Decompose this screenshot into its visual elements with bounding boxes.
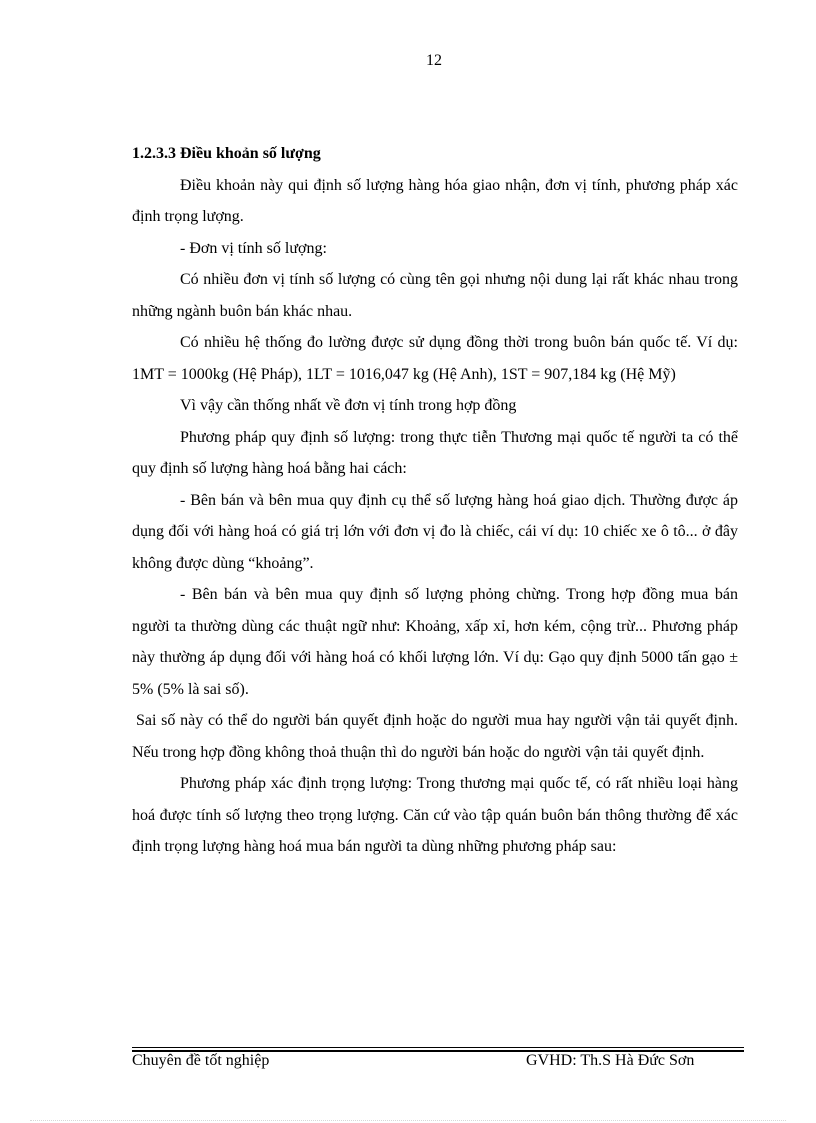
paragraph-3: Có nhiều đơn vị tính số lượng có cùng tên gọi nhưng nội dung lại rất khác nhau trong những ngành buôn bán khác nhau. (132, 271, 738, 320)
paragraph-8: - Bên bán và bên mua quy định số lượng phỏng chừng. Trong hợp đồng mua bán người ta thường dùng các thuật ngữ như: Khoảng, xấp xỉ, hơn kém, cộng trừ... Phương pháp này thường áp dụng đối với hàng hoá có khối lượng lớn. Ví dụ: Gạo quy định 5000 tấn gạo ± 5% (5% là sai số). (132, 586, 738, 698)
paragraph-9: Sai số này có thể do người bán quyết định hoặc do người mua hay người vận tải quyết định. Nếu trong hợp đồng không thoả thuận thì do người bán hoặc do người vận tải quyết định. (132, 712, 738, 761)
footer-right-text: GVHD: Th.S Hà Đức Sơn (526, 1052, 695, 1069)
paragraph-7: - Bên bán và bên mua quy định cụ thể số lượng hàng hoá giao dịch. Thường được áp dụng đối với hàng hoá có giá trị lớn với đơn vị đo là chiếc, cái ví dụ: 10 chiếc xe ô tô... ở đây không được dùng “khoảng”. (132, 491, 738, 572)
document-body (132, 138, 738, 863)
paragraph-5: Vì vậy cần thống nhất về đơn vị tính trong hợp đồng (180, 397, 517, 414)
paragraph-4: Có nhiều hệ thống đo lường được sử dụng đồng thời trong buôn bán quốc tế. Ví dụ: 1MT = 1000kg (Hệ Pháp), 1LT = 1016,047 kg (Hệ Anh), 1ST = 907,184 kg (Hệ Mỹ) (132, 334, 738, 383)
paragraph-2: - Đơn vị tính số lượng: (180, 239, 327, 257)
paragraph-6: Phương pháp quy định số lượng: trong thực tiễn Thương mại quốc tế người ta có thể quy định số lượng hàng hoá bằng hai cách: (132, 428, 738, 477)
paragraph-1: Điều khoản này qui định số lượng hàng hóa giao nhận, đơn vị tính, phương pháp xác định trọng lượng. (132, 176, 738, 225)
section-heading: 1.2.3.3 Điều khoản số lượng (132, 145, 321, 162)
footer-left-text: Chuyên đề tốt nghiệp (132, 1052, 270, 1069)
page-number: 12 (426, 52, 442, 69)
footer-rule-top (132, 1047, 744, 1048)
paragraph-10: Phương pháp xác định trọng lượng: Trong thương mại quốc tế, có rất nhiều loại hàng hoá được tính số lượng theo trọng lượng. Căn cứ vào tập quán buôn bán thông thường để xác định trọng lượng hàng hoá mua bán người ta dùng những phương pháp sau: (132, 775, 738, 855)
page-edge-divider (30, 1120, 786, 1121)
